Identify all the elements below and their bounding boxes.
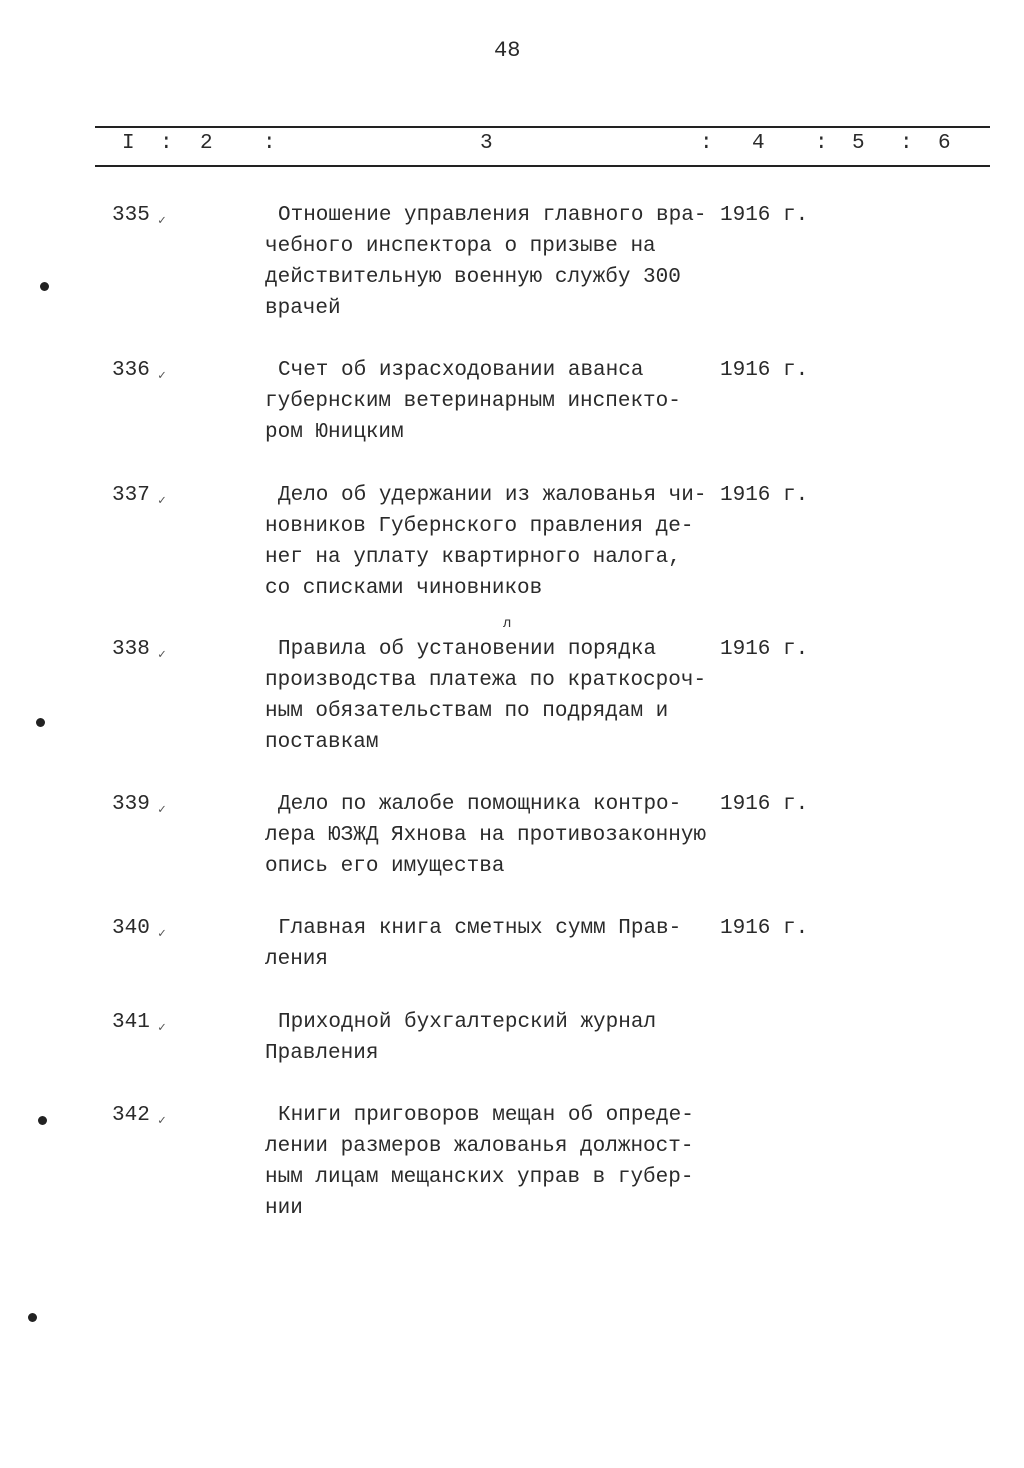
check-mark-icon: ✓ [158,368,166,383]
entry-number: 335 [112,204,150,227]
entry-title-line: Счет об израсходовании аванса [278,359,644,382]
entry-number: 341 [112,1011,150,1034]
entry-year: 1916 г. [720,359,809,382]
header-sep: : [900,132,913,155]
entry-title-line: Дело по жалобе помощника контро- [278,793,682,816]
binding-hole-mark [40,282,49,291]
entry-title-line: новников Губернского правления де- [265,515,694,538]
header-bottom-rule [95,165,990,167]
header-sep: : [263,132,276,155]
entry-title-line: Правила об установении порядка [278,638,657,661]
entry-title-line: нии [265,1197,303,1220]
entry-number: 340 [112,917,150,940]
entry-title [265,1007,656,1069]
entry-title-line: лера ЮЗЖД Яхнова на противозаконную [265,824,707,847]
check-mark-icon: ✓ [158,213,166,228]
entry-title-line: ром Юницким [265,421,404,444]
entry-title-line: Правления [265,1042,379,1065]
entry-title-line: нег на уплату квартирного налога, [265,546,681,569]
entry-number: 342 [112,1104,150,1127]
entry-title-line: лении размеров жалованья должност- [265,1135,694,1158]
header-col-6: 6 [938,132,951,155]
entry-title-line: чебного инспектора о призыве на [265,235,656,258]
entry-title-line: опись его имущества [265,855,505,878]
header-col-1: I [122,132,135,155]
entry-title-line: Приходной бухгалтерский журнал [278,1011,657,1034]
entry-title [265,355,681,448]
check-mark-icon: ✓ [158,1020,166,1035]
entry-title-line: врачей [265,297,341,320]
check-mark-icon: ✓ [158,926,166,941]
entry-title-line: Главная книга сметных сумм Прав- [278,917,682,940]
entry-title [265,1100,694,1224]
header-col-2: 2 [200,132,213,155]
entry-title-line: ления [265,948,329,971]
check-mark-icon: ✓ [158,802,166,817]
entry-title-line: Отношение управления главного вра- [278,204,707,227]
entry-number: 336 [112,359,150,382]
entry-title-line: производства платежа по краткосроч- [265,669,707,692]
entry-title-line: губернским ветеринарным инспекто- [265,390,681,413]
entry-title [265,789,706,882]
entry-year: 1916 г. [720,917,809,940]
check-mark-icon: ✓ [158,1113,166,1128]
entry-title-line: со списками чиновников [265,577,543,600]
entry-title [265,913,681,975]
header-sep: : [160,132,173,155]
header-sep: : [815,132,828,155]
binding-hole-mark [28,1313,37,1322]
entry-title [265,634,706,758]
page-number: 48 [494,38,521,63]
entry-title [265,480,706,604]
entry-year: 1916 г. [720,793,809,816]
entry-number: 339 [112,793,150,816]
entry-title-line: Дело об удержании из жалованья чи- [278,484,707,507]
binding-hole-mark [36,718,45,727]
header-col-3: 3 [480,132,493,155]
header-col-5: 5 [852,132,865,155]
entry-title-line: ным обязательствам по подрядам и [265,700,669,723]
entry-number: 338 [112,638,150,661]
check-mark-icon: ✓ [158,493,166,508]
entry-title [265,200,706,324]
header-col-4: 4 [752,132,765,155]
entry-title-line: поставкам [265,731,379,754]
entry-title-line: Книги приговоров мещан об опреде- [278,1104,694,1127]
entry-year: 1916 г. [720,638,809,661]
binding-hole-mark [38,1116,47,1125]
entry-year: 1916 г. [720,204,809,227]
entry-title-line: ным лицам мещанских управ в губер- [265,1166,694,1189]
handwritten-correction: л [503,616,512,632]
entry-number: 337 [112,484,150,507]
header-sep: : [700,132,713,155]
header-top-rule [95,126,990,128]
check-mark-icon: ✓ [158,647,166,662]
table-header [95,132,990,162]
entry-title-line: действительную военную службу 300 [265,266,681,289]
entry-year: 1916 г. [720,484,809,507]
